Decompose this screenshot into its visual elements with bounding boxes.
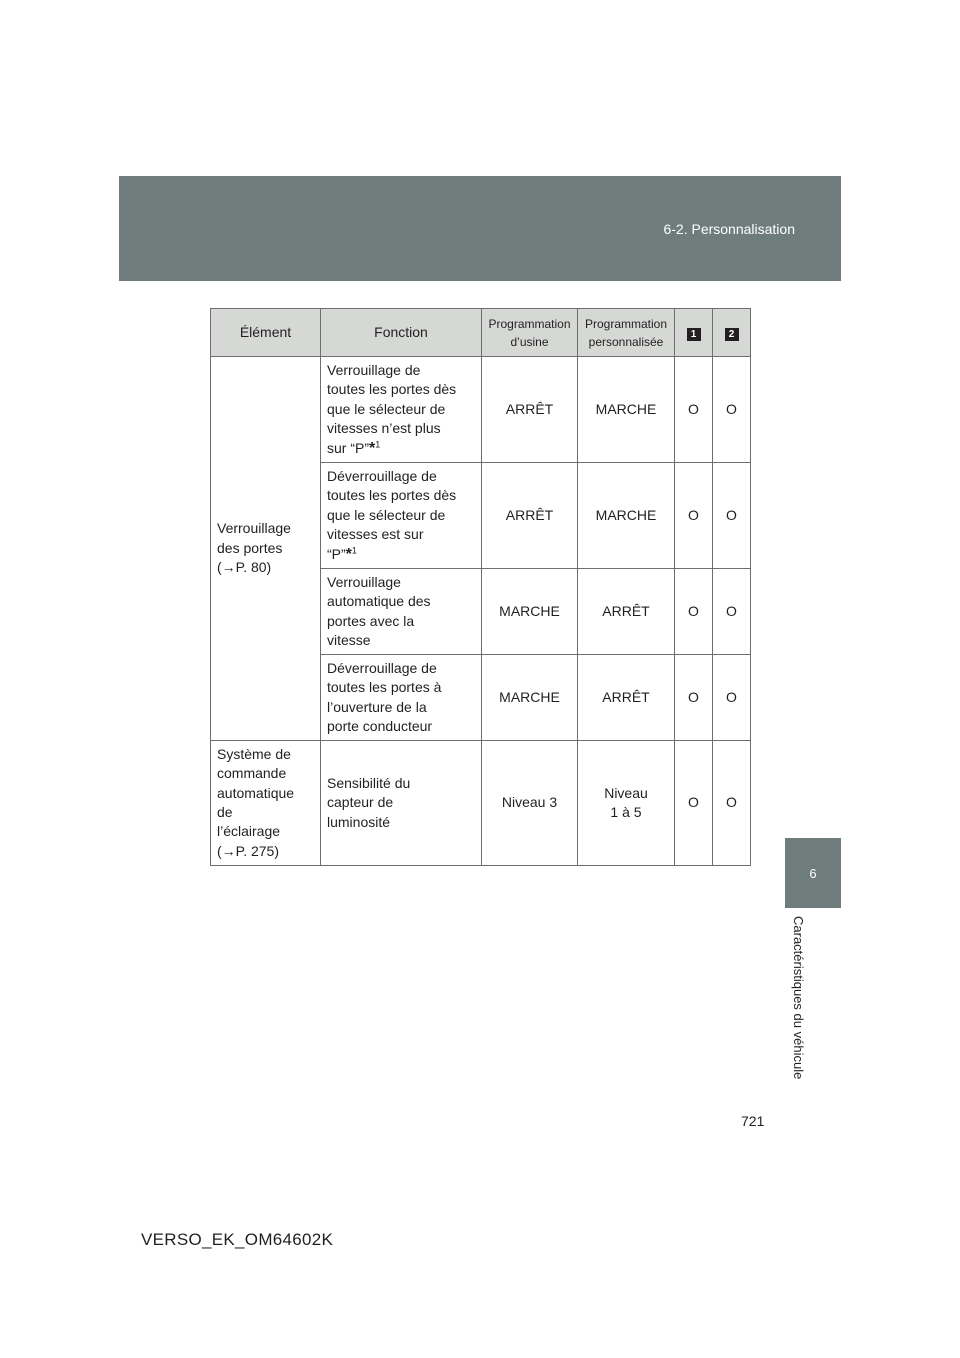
custom-value: MARCHE: [578, 463, 675, 569]
col1-mark: O: [675, 463, 713, 569]
col1-mark: O: [675, 357, 713, 463]
table-row: [211, 741, 751, 866]
factory-value: MARCHE: [482, 655, 578, 741]
chapter-label: Caractéristiques du véhicule: [791, 916, 806, 1080]
col1-mark: O: [675, 569, 713, 655]
factory-value: MARCHE: [482, 569, 578, 655]
col2-mark: O: [713, 569, 751, 655]
custom-value: Niveau 1 à 5: [578, 741, 675, 866]
page-number: 721: [741, 1113, 765, 1129]
header-band: [119, 176, 841, 281]
badge-2: 2: [725, 328, 739, 341]
customization-table: [210, 308, 751, 866]
badge-1: 1: [687, 328, 701, 341]
function-cell: Verrouillage de toutes les portes dès que le sélecteur de vitesses n’est plus sur “P”*$^1$: [321, 357, 482, 463]
table-row: [211, 357, 751, 463]
factory-value: ARRÊT: [482, 357, 578, 463]
custom-value: ARRÊT: [578, 655, 675, 741]
header-col-1: [675, 309, 713, 357]
factory-value: Niveau 3: [482, 741, 578, 866]
col2-mark: O: [713, 463, 751, 569]
function-cell: Déverrouillage de toutes les portes à l’ouverture de la porte conducteur: [321, 655, 482, 741]
function-cell: Verrouillage automatique des portes avec la vitesse: [321, 569, 482, 655]
header-col-2: [713, 309, 751, 357]
factory-value: ARRÊT: [482, 463, 578, 569]
header-element: Élément: [211, 309, 321, 357]
chapter-number: 6: [809, 865, 817, 881]
col2-mark: O: [713, 741, 751, 866]
table-header-row: [211, 309, 751, 357]
custom-value: MARCHE: [578, 357, 675, 463]
header-custom-setting: Programmation personnalisée: [578, 309, 675, 357]
col1-mark: O: [675, 655, 713, 741]
chapter-tab: [785, 838, 841, 908]
col2-mark: O: [713, 655, 751, 741]
function-cell: Déverrouillage de toutes les portes dès que le sélecteur de vitesses est sur “P”*$^1$: [321, 463, 482, 569]
element-door-lock: Verrouillage des portes (→P. 80): [211, 357, 321, 741]
document-code: VERSO_EK_OM64602K: [141, 1230, 334, 1249]
element-light-control: Système de commande automatique de l’éclairage (→P. 275): [211, 741, 321, 866]
section-title: 6-2. Personnalisation: [663, 221, 795, 237]
function-cell: Sensibilité du capteur de luminosité: [321, 741, 482, 866]
col1-mark: O: [675, 741, 713, 866]
header-factory-setting: Programmation d’usine: [482, 309, 578, 357]
custom-value: ARRÊT: [578, 569, 675, 655]
header-function: Fonction: [321, 309, 482, 357]
col2-mark: O: [713, 357, 751, 463]
